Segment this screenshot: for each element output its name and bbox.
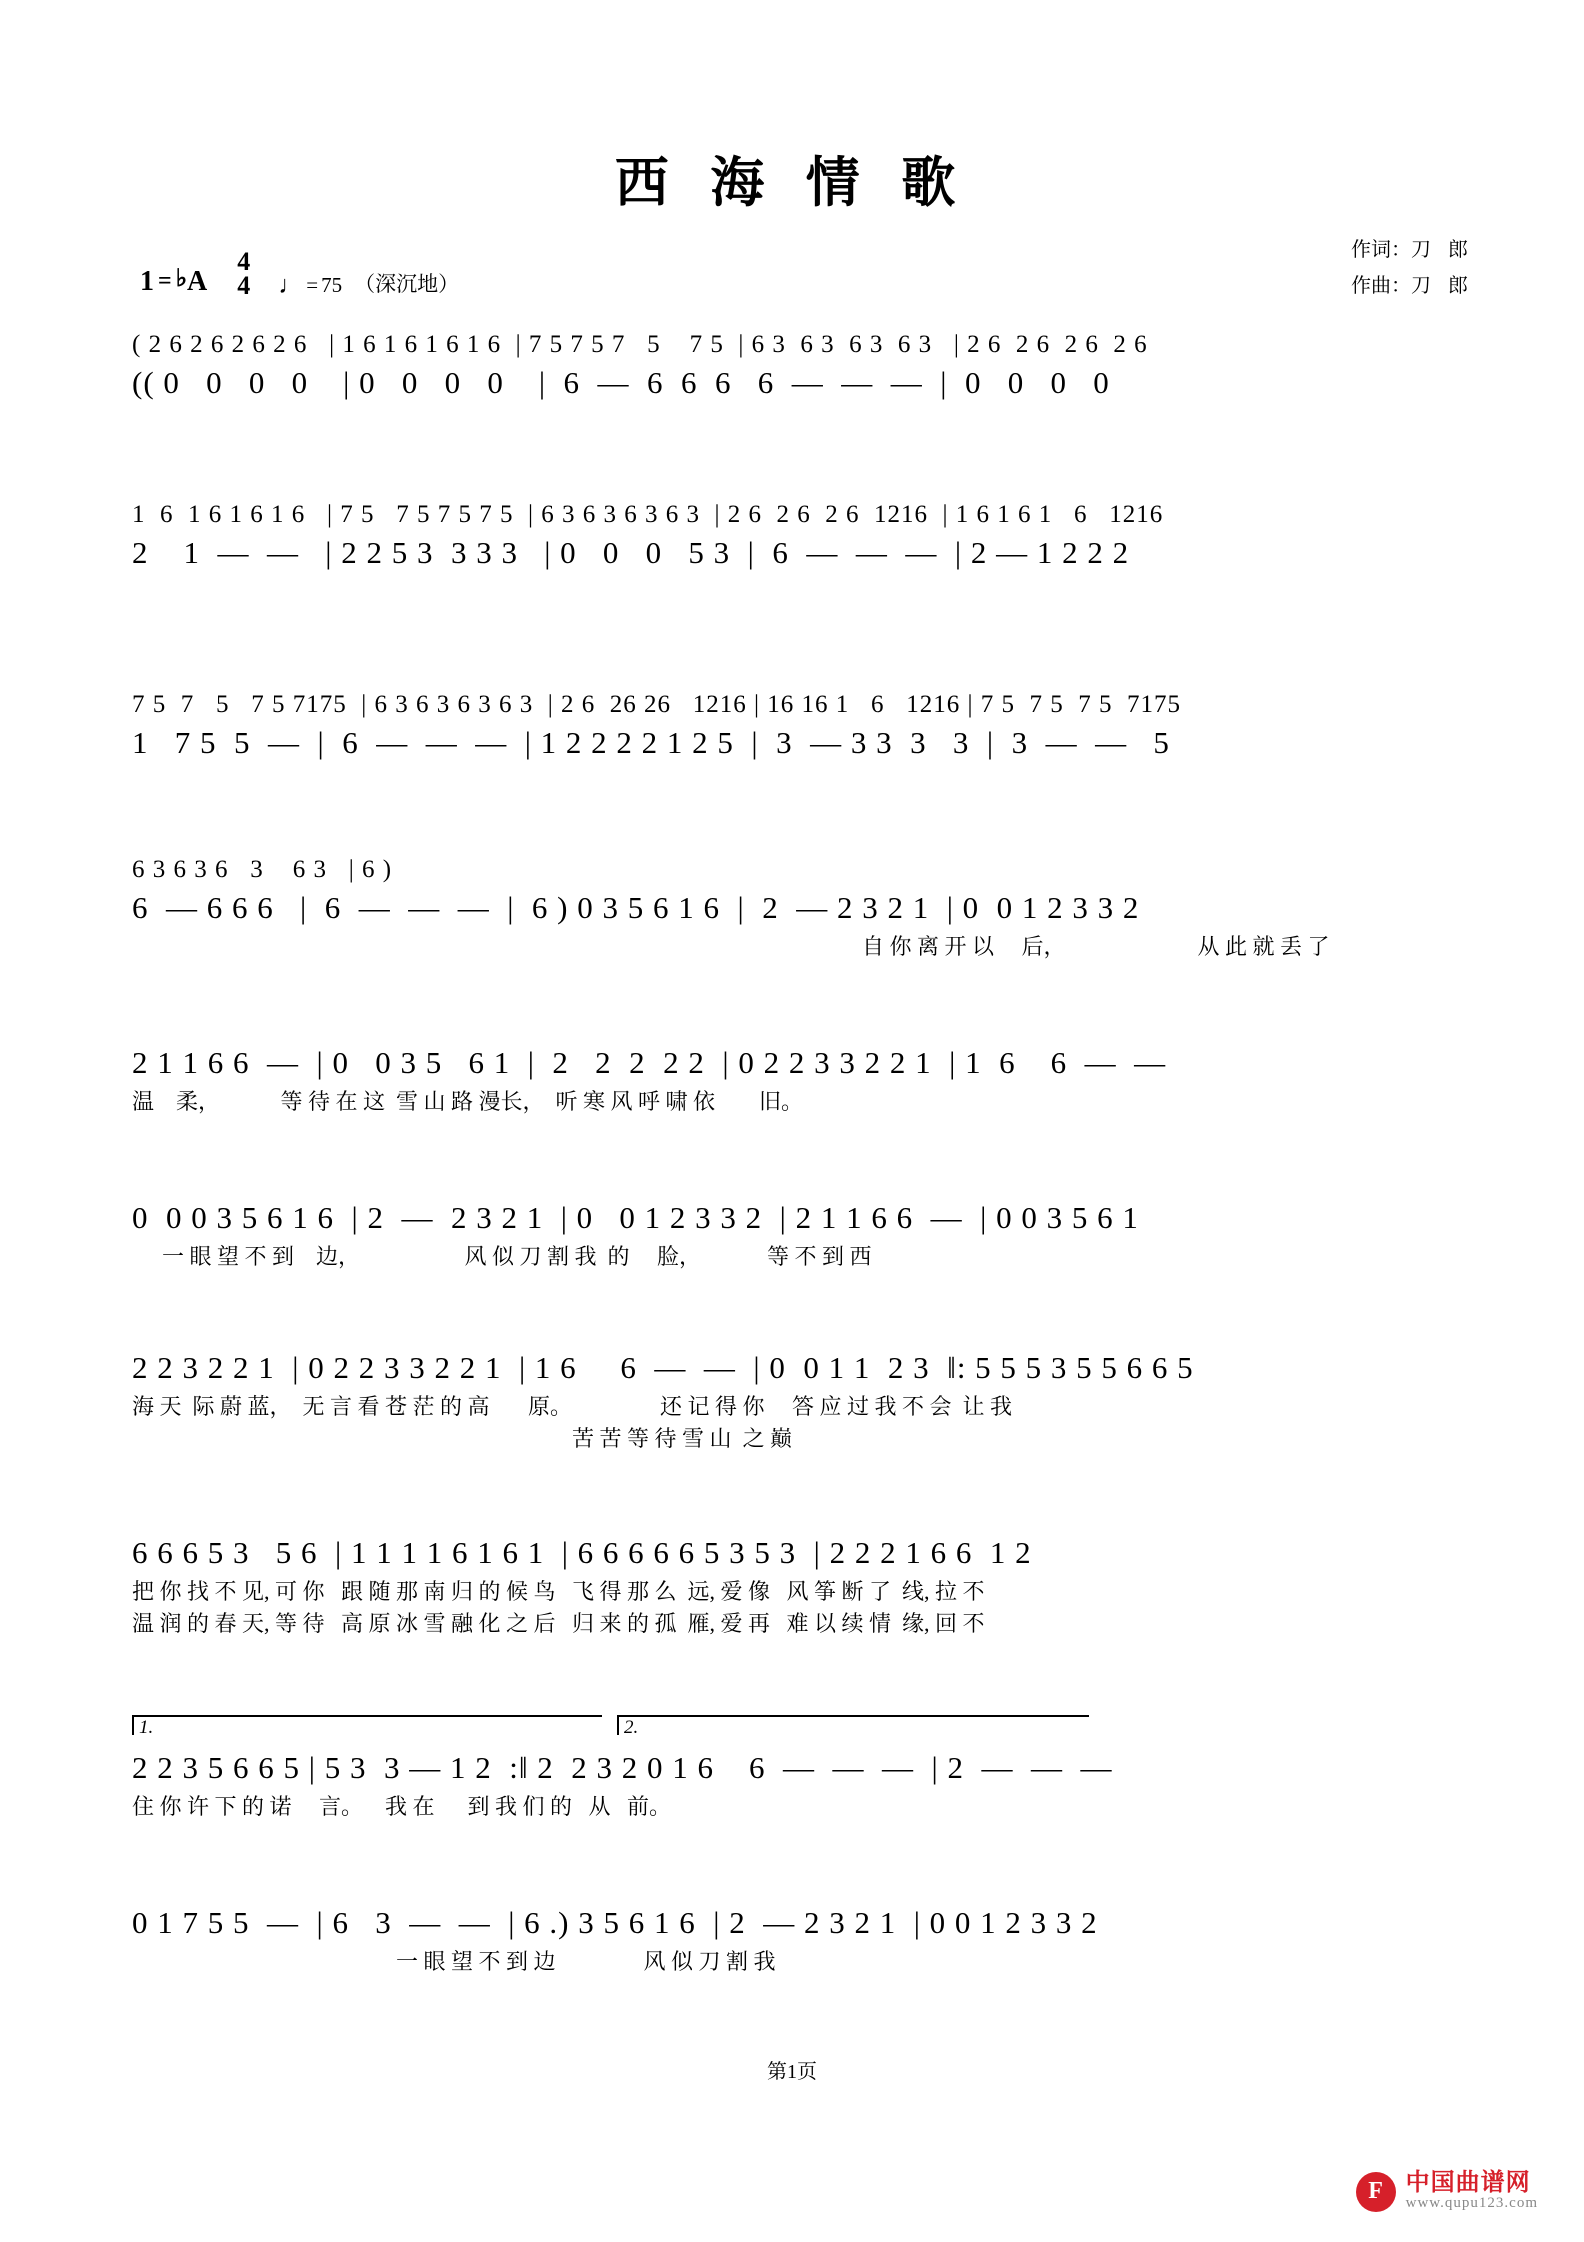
time-signature-bottom: 4 xyxy=(237,270,251,300)
watermark xyxy=(1356,2171,1538,2212)
melody-line: 2 2 3 2 2 1 | 0 2 2 3 3 2 2 1 | 1 6 6 — — | 0 0 1 1 2 3 ‖: 5 5 5 3 5 5 6 6 5 xyxy=(132,1350,1194,1385)
upper-figures: 7 5 7 5 7 5 7175 | 6 3 6 3 6 3 6 3 | 2 6 26 26 1216 | 16 16 1 6 1216 | 7 5 7 5 7 5 7175 xyxy=(132,691,1182,718)
credit-composer xyxy=(1351,268,1474,304)
key-signature xyxy=(140,266,207,298)
music-system-8 xyxy=(132,1530,1452,1640)
melody-line: 0 1 7 5 5 — | 6 3 — — | 6 .) 3 5 6 1 6 | 2 — 2 3 2 1 | 0 0 1 2 3 3 2 xyxy=(132,1905,1098,1940)
lyrics-line-verse1: 海 天 际 蔚 蓝， 无 言 看 苍 茫 的 高 原。 还 记 得 你 答 应 过 我 不 会 让 我 xyxy=(132,1394,1013,1419)
quarter-note-icon: ♩ xyxy=(278,271,304,299)
lyrics-line: 自 你 离 开 以 后， 从 此 就 丢 了 xyxy=(862,934,1330,959)
page-title: 西 海 情 歌 xyxy=(614,153,970,213)
volta-label-2: 2. xyxy=(624,1717,639,1738)
lyrics-line-verse2: 苦 苦 等 待 雪 山 之 巅 xyxy=(132,1426,793,1451)
music-system-5 xyxy=(132,1040,1452,1118)
watermark-site-name: 中国曲谱网 xyxy=(1405,2170,1531,2197)
volta-bracket-2 xyxy=(617,1715,1089,1738)
lyrics-line: 一 眼 望 不 到 边， 风 似 刀 割 我 的 脸， 等 不 到 西 xyxy=(162,1244,872,1269)
melody-line: 0 0 0 3 5 6 1 6 | 2 — 2 3 2 1 | 0 0 1 2 3 3 2 | 2 1 1 6 6 — | 0 0 3 5 6 1 xyxy=(132,1200,1139,1235)
melody-line: 2 2 3 5 6 6 5 | 5 3 3 — 1 2 :‖ 2 2 3 2 0 1 6 6 — — — | 2 — — — xyxy=(132,1750,1113,1785)
music-system-7 xyxy=(132,1345,1452,1455)
music-system-6 xyxy=(132,1195,1452,1273)
melody-line: 1 7 5 5 — | 6 — — — | 1 2 2 2 2 1 2 5 | 3 — 3 3 3 3 | 3 — — 5 xyxy=(132,725,1170,760)
lyrics-line: 一 眼 望 不 到 边 风 似 刀 割 我 xyxy=(132,1949,776,1974)
tempo-bpm: 75 xyxy=(321,272,343,297)
melody-line: (( 0 0 0 0 | 0 0 0 0 | 6 — 6 6 6 6 — — — | 0 0 0 0 xyxy=(132,365,1110,400)
credit-composer-name: 刀 郎 xyxy=(1411,275,1474,297)
page-number: 第1页 xyxy=(767,2061,817,2083)
music-system-4 xyxy=(132,855,1452,963)
credit-lyricist-role: 作词： xyxy=(1351,239,1411,261)
lyrics-line-verse2: 温 润 的 春 天, 等 待 高 原 冰 雪 融 化 之 后 归 来 的 孤 雁, 爱 再 难 以 续 情 缘, 回 不 xyxy=(132,1611,985,1636)
lyrics-line: 住 你 许 下 的 诺 言。 我 在 到 我 们 的 从 前。 xyxy=(132,1794,672,1819)
lyrics-line-verse1: 把 你 找 不 见, 可 你 跟 随 那 南 归 的 候 鸟 飞 得 那 么 远, 爱 像 风 筝 断 了 线, 拉 不 xyxy=(132,1579,985,1604)
music-system-2 xyxy=(132,500,1452,576)
lyrics-line: 温 柔， 等 待 在 这 雪 山 路 漫长， 听 寒 风 呼 啸 依 旧。 xyxy=(132,1089,804,1114)
credit-lyricist xyxy=(1351,232,1474,268)
time-signature-top: 4 xyxy=(237,247,251,276)
music-system-10 xyxy=(132,1900,1452,1978)
melody-line: 2 1 — — | 2 2 5 3 3 3 3 | 0 0 0 5 3 | 6 — — — | 2 — 1 2 2 2 xyxy=(132,535,1130,570)
credit-lyricist-name: 刀 郎 xyxy=(1411,239,1474,261)
music-system-3 xyxy=(132,690,1452,766)
key-number: 1 xyxy=(140,265,154,297)
melody-line: 6 — 6 6 6 | 6 — — — | 6 ) 0 3 5 6 1 6 | 2 — 2 3 2 1 | 0 0 1 2 3 3 2 xyxy=(132,890,1140,925)
music-system-1 xyxy=(132,330,1452,406)
upper-figures: 6 3 6 3 6 3 6 3 | 6 ) xyxy=(132,856,393,883)
mood-indication: （深沉地） xyxy=(354,271,460,296)
melody-line: 6 6 6 5 3 5 6 | 1 1 1 1 6 1 6 1 | 6 6 6 6 6 5 3 5 3 | 2 2 2 1 6 6 1 2 xyxy=(132,1535,1032,1570)
volta-bracket-1 xyxy=(132,1715,602,1738)
time-signature xyxy=(237,247,251,300)
volta-label-1: 1. xyxy=(139,1717,154,1738)
music-system-9 xyxy=(132,1745,1452,1823)
upper-figures: 1 6 1 6 1 6 1 6 | 7 5 7 5 7 5 7 5 | 6 3 6 3 6 3 6 3 | 2 6 2 6 2 6 1216 | 1 6 1 6 1 6 1216 xyxy=(132,501,1164,528)
upper-figures: ( 2 6 2 6 2 6 2 6 | 1 6 1 6 1 6 1 6 | 7 5 7 5 7 5 7 5 | 6 3 6 3 6 3 6 3 | 2 6 2 6 2 6 2 6 xyxy=(132,331,1148,358)
site-logo-icon: F xyxy=(1356,2172,1396,2212)
watermark-text xyxy=(1406,2171,1538,2212)
volta-brackets xyxy=(132,1715,1452,1743)
flat-icon: ♭ xyxy=(175,266,188,293)
tempo-equals: = xyxy=(306,272,319,297)
credit-composer-role: 作曲： xyxy=(1351,275,1411,297)
key-equals: = xyxy=(158,268,172,295)
credits-block xyxy=(1351,232,1474,304)
score-meta xyxy=(140,247,460,300)
key-letter: A xyxy=(187,265,208,297)
melody-line: 2 1 1 6 6 — | 0 0 3 5 6 1 | 2 2 2 2 2 | 0 2 2 3 3 2 2 1 | 1 6 6 — — xyxy=(132,1045,1167,1080)
tempo-mark xyxy=(278,270,342,298)
watermark-site-url: www.qupu123.com xyxy=(1405,2195,1538,2212)
